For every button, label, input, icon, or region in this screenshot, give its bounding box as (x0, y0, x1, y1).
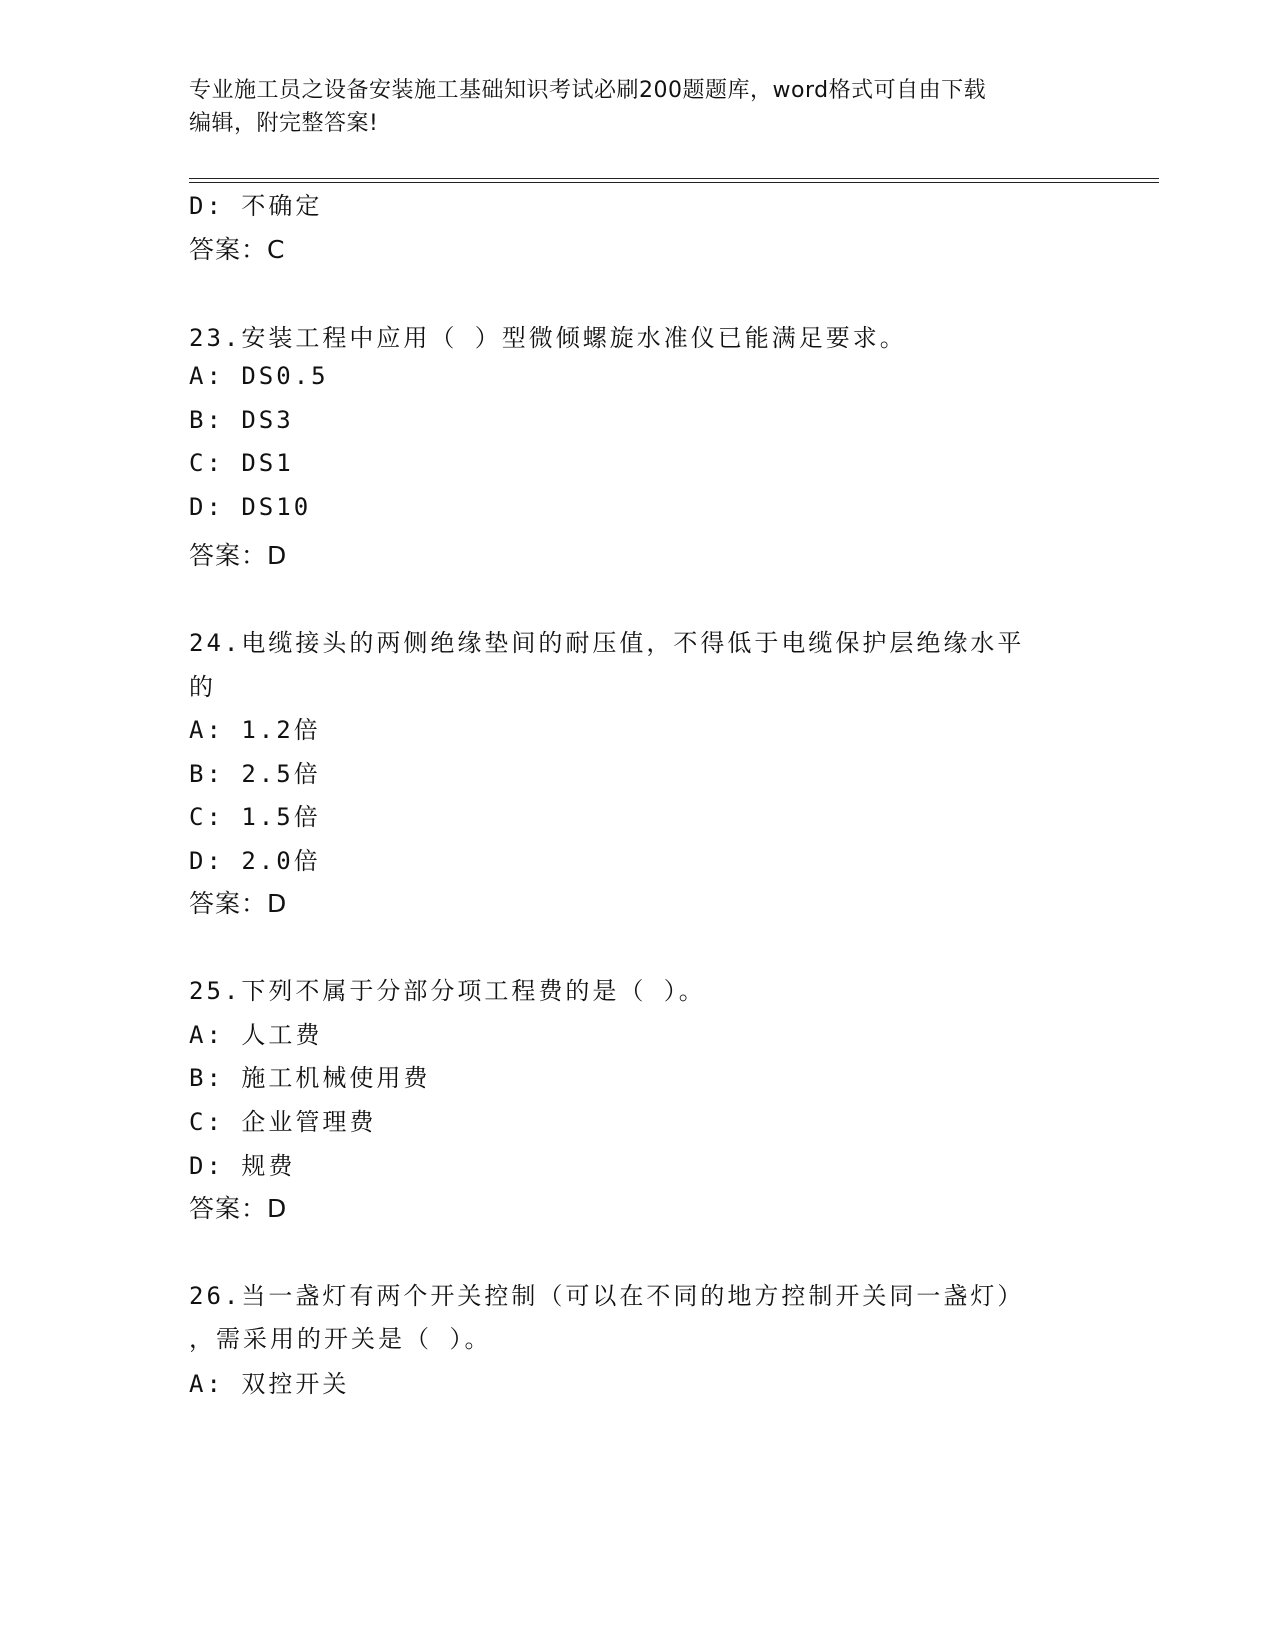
question-23-answer: 答案：D (189, 541, 288, 570)
question-24-answer: 答案：D (189, 889, 288, 918)
question-25-stem: 25.下列不属于分部分项工程费的是（ ）。 (189, 977, 706, 1005)
header-divider-bottom (189, 182, 1159, 183)
question-23-option-d: D: DS10 (189, 493, 312, 521)
header-title-line-1: 专业施工员之设备安装施工基础知识考试必刷200题题库，word格式可自由下载 (189, 78, 987, 103)
header-divider-top (189, 178, 1159, 179)
question-25-option-d: D: 规费 (189, 1152, 296, 1180)
question-24-stem-line-1: 24.电缆接头的两侧绝缘垫间的耐压值，不得低于电缆保护层绝缘水平 (189, 629, 1025, 657)
question-24-option-b: B: 2.5倍 (189, 760, 321, 788)
option-d-prev: D: 不确定 (189, 192, 323, 220)
question-26-option-a: A: 双控开关 (189, 1370, 350, 1398)
question-25-option-c: C: 企业管理费 (189, 1108, 377, 1136)
question-24-option-c: C: 1.5倍 (189, 803, 321, 831)
question-23-option-c: C: DS1 (189, 449, 294, 477)
question-23-stem: 23.安装工程中应用（ ）型微倾螺旋水准仪已能满足要求。 (189, 324, 907, 352)
question-26-stem-line-1: 26.当一盏灯有两个开关控制（可以在不同的地方控制开关同一盏灯） (189, 1282, 1025, 1310)
question-24-stem-line-2: 的 (189, 673, 216, 701)
answer-prev: 答案：C (189, 235, 286, 264)
question-26-stem-line-2: ，需采用的开关是（ ）。 (189, 1325, 492, 1353)
question-24-option-a: A: 1.2倍 (189, 716, 321, 744)
document-header (189, 74, 1089, 140)
question-24-option-d: D: 2.0倍 (189, 847, 321, 875)
question-23-option-b: B: DS3 (189, 406, 294, 434)
question-25-option-b: B: 施工机械使用费 (189, 1064, 431, 1092)
question-25-option-a: A: 人工费 (189, 1021, 323, 1049)
question-25-answer: 答案：D (189, 1194, 288, 1223)
question-23-option-a: A: DS0.5 (189, 362, 329, 390)
header-title-line-2: 编辑，附完整答案! (189, 111, 379, 136)
